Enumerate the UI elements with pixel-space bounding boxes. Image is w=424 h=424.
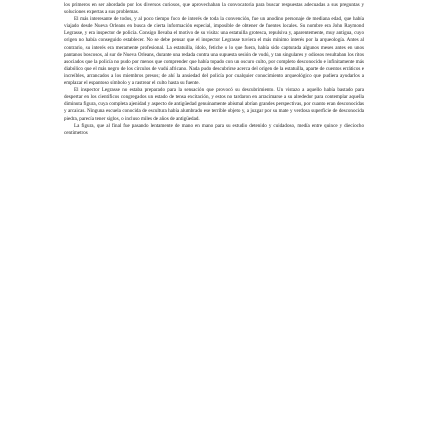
body-text [64, 2, 364, 137]
paragraph-2: El más interesante de todos, y al poco tiempo foco de interés de toda la convención, fue un anodino personaje de mediana edad, que había viajado desde Nueva Orleans en busca de cierta información especial, imposible de obtener de fuentes locales. Su nombre era John Raymond Legrasse, y era inspector de policía. Consigo llevaba el motivo de su visita: una estatuilla grotesca, repulsiva y, aparentemente, muy antigua, cuyo origen no había conseguido establecer. No se debe pensar que el inspector Legrasse tuviera el más mínimo interés por la arqueología. Antes al contrario, su interés era meramente profesional. La estatuilla, ídolo, fetiche o lo que fuera, había sido capturada algunos meses antes en unos pantanos boscosos, al sur de Nueva Orleans, durante una redada contra una supuesta sesión de vudú, y tan singulares y odiosos resultaban los ritos asociados que la policía no pudo por menos que comprender que había topado con un oscuro culto, por completo desconocido e infinitamente más diabólico que el más negro de los círculos de vudú africano. Nada pudo descubrirse acerca del origen de la estatuilla, aparte de cuentos erráticos e increíbles, arrancados a los miembros presos; de ahí la ansiedad del policía por cualquier conocimiento arqueológico que pudiera ayudarlos a emplazar el espantoso símbolo y a rastrear el culto hasta su fuente. [64, 16, 364, 87]
book-page [64, 2, 364, 422]
paragraph-4: La figura, que al final fue pasando lentamente de mano en mano para su estudio detenido y cuidadoso, medía entre quince y dieciocho centímetros [64, 122, 364, 136]
paragraph-3: El inspector Legrasse no estaba preparado para la sensación que provocó su descubrimiento. Un vistazo a aquello había bastado para despertar en los científicos congregados un estado de tensa excitación, y estos no tardaron en arracimarse a su alrededor para contemplar aquella diminuta figura, cuya completa ajenidad y aspecto de antigüedad genuinamente abismal abrían grandes perspectivas, por cuanto eran desconocidas y arcaicas. Ninguna escuela conocida de escultura había alumbrado ese terrible objeto y, a juzgar por su mate y verdosa superficie de desconocida piedra, parecía tener siglos, o incluso miles de años de antigüedad. [64, 87, 364, 122]
paragraph-1: los primeros en ser abordado por los diversos curiosos, que aprovechaban la convocatoria para buscar respuestas adecuadas a sus preguntas y soluciones expertas a sus problemas. [64, 2, 364, 16]
